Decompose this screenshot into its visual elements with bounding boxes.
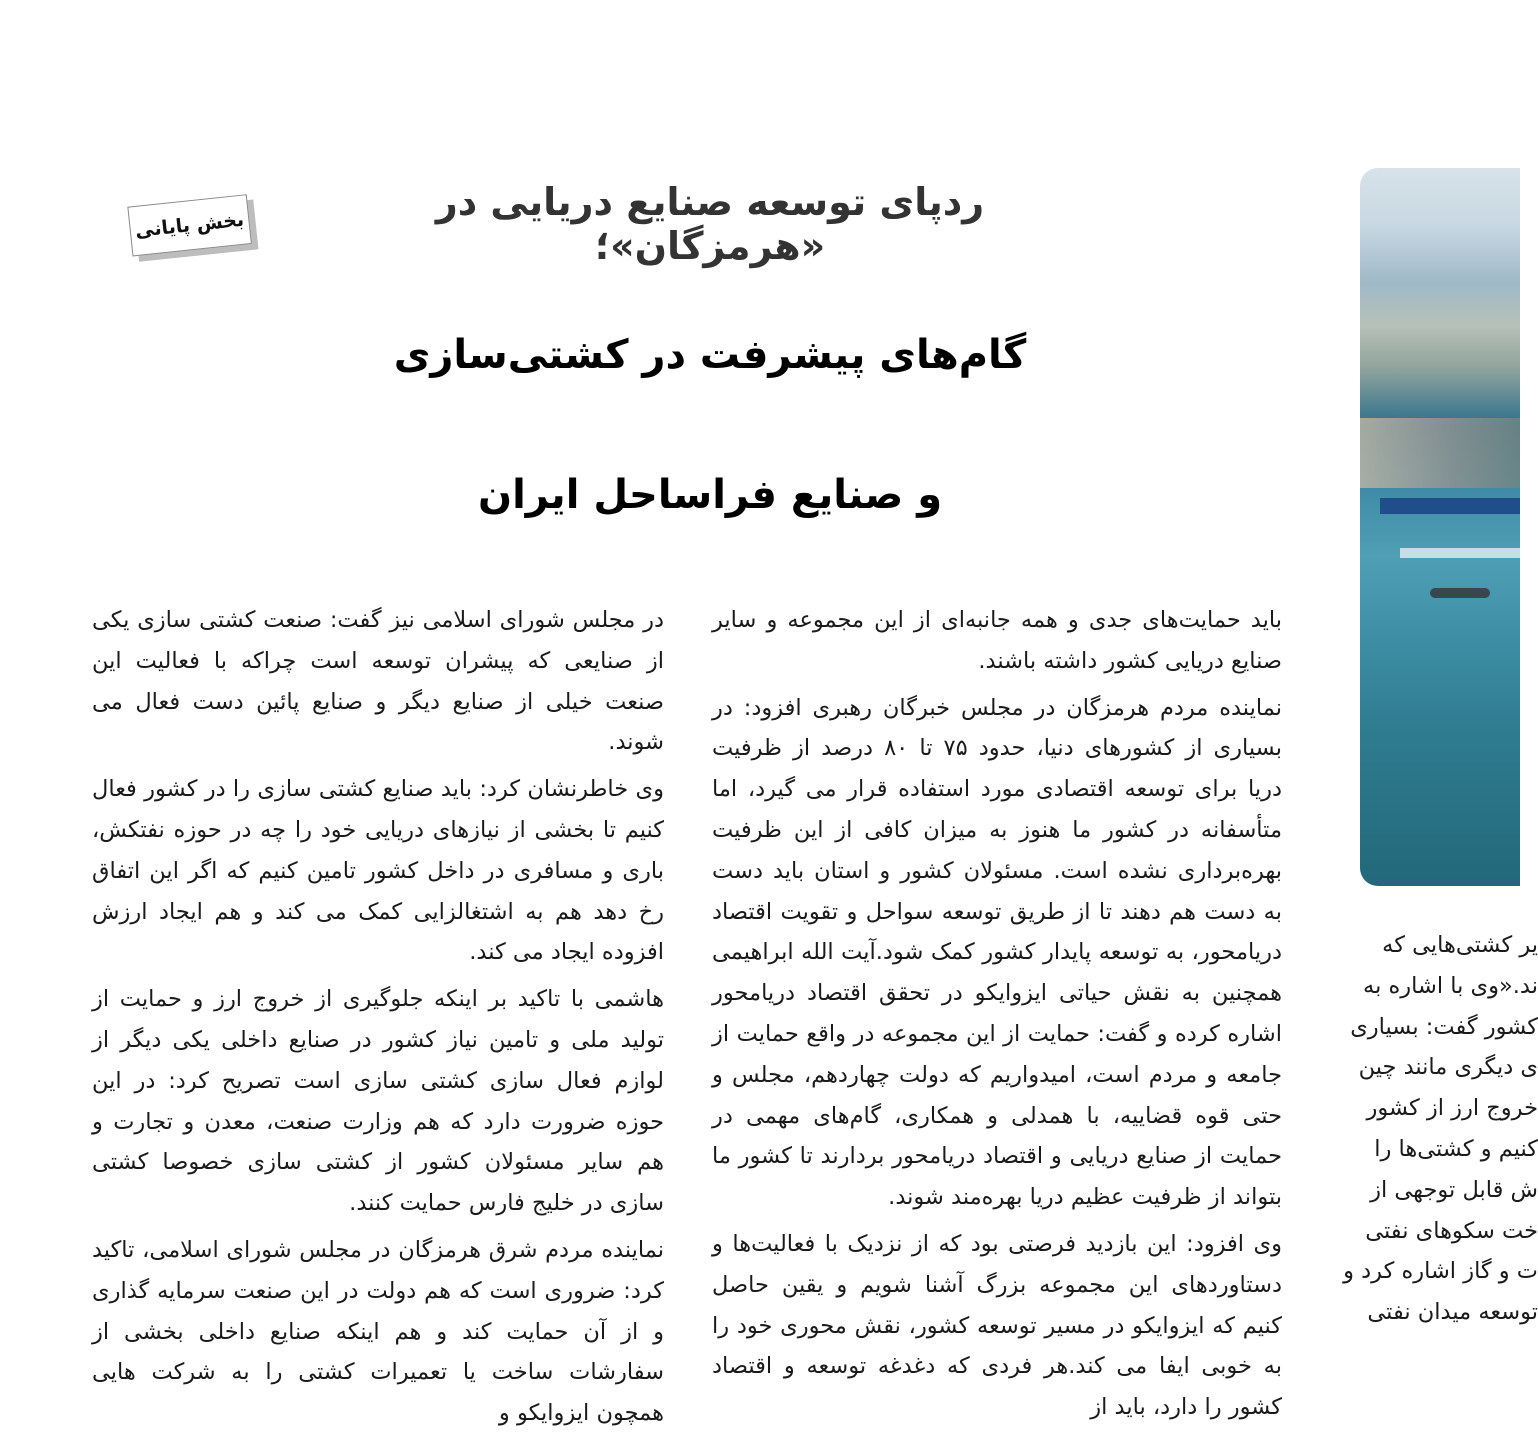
article-headline: [110, 280, 1310, 560]
text-line: کنیم و کشتی‌ها را: [1374, 1135, 1538, 1162]
photo-ship: [1430, 588, 1490, 598]
article-column-partial: [1318, 925, 1538, 1349]
text-line: یر کشتی‌هایی که: [1382, 932, 1538, 958]
headline-line-2: و صنایع فراساحل ایران: [477, 472, 943, 518]
paragraph: وی خاطرنشان کرد: باید صنایع کشتی سازی را در کشور فعال کنیم تا بخشی از نیازهای دریایی خود را چه در حوزه نفتکش، باری و مسافری در داخل کشور تامین کنیم که اگر این اتفاق رخ دهد هم به اشتغالزایی کمک می کند و هم ایجاد ارزش افزوده ایجاد می کند.: [92, 776, 664, 966]
photo-dock: [1380, 498, 1520, 514]
article-column-left: [92, 600, 664, 1427]
text-line: ت و گاز اشاره کرد و: [1343, 1258, 1538, 1285]
photo-shoreline: [1360, 418, 1520, 488]
text-line: خروج ارز از کشور: [1366, 1095, 1538, 1122]
photo-pier: [1400, 548, 1520, 558]
headline-line-1: گام‌های پیشرفت در کشتی‌سازی: [393, 332, 1027, 378]
paragraph: در مجلس شورای اسلامی نیز گفت: صنعت کشتی سازی یکی از صنایعی که پیشران توسعه است چراکه با فعالیت این صنعت خیلی از صنایع دیگر و صنایع پائین دست فعال می شوند.: [92, 607, 664, 756]
text-line: خت سکوهای نفتی: [1365, 1217, 1538, 1244]
paragraph: هاشمی با تاکید بر اینکه جلوگیری از خروج ارز و حمایت از تولید ملی و تامین نیاز کشور در صنایع داخلی یکی دیگر از لوازم فعال سازی کشتی سازی است تصریح کرد: در این حوزه ضرورت دارد که هم وزارت صنعت، معدن و تجارت و هم سایر مسئولان کشور از کشتی سازی خصوصا کشتی سازی در خلیج فارس حمایت کنند.: [92, 986, 664, 1217]
text-line: توسعه میدان نفتی: [1367, 1299, 1538, 1326]
text-line: ی دیگری مانند چین: [1358, 1054, 1538, 1081]
paragraph: باید حمایت‌های جدی و همه جانبه‌ای از این مجموعه و سایر صنایع دریایی کشور داشته باشند.: [712, 607, 1282, 674]
label-text: بخش پایانی: [127, 194, 252, 256]
text-line: ش قابل توجهی از: [1370, 1176, 1538, 1203]
paragraph: نماینده مردم شرق هرمزگان در مجلس شورای اسلامی، تاکید کرد: ضروری است که هم دولت در این صنعت سرمایه گذاری و از آن حمایت کند و هم اینکه صنایع داخلی بخشی از سفارشات ساخت یا تعمیرات کشتی را به شرکت هایی همچون ایزوایکو و: [92, 1236, 664, 1427]
harbor-photo: [1360, 168, 1520, 886]
article-column-right: [712, 600, 1283, 1421]
paragraph: نماینده مردم هرمزگان در مجلس خبرگان رهبری افزود: در بسیاری از کشورهای دنیا، حدود ۷۵ تا ۸۰ درصد از ظرفیت دریا برای توسعه اقتصادی مورد استفاده قرار می گیرد، اما متأسفانه در کشور ما هنوز به میزان کافی از این ظرفیت بهره‌برداری نشده است. مسئولان کشور و استان باید دست به دست هم دهند تا از طریق توسعه سواحل و تقویت اقتصاد دریامحور، به توسعه پایدار کشور کمک شود.آیت الله ابراهیمی همچنین به نقش حیاتی ایزوایکو در تحقق اقتصاد دریامحور اشاره کرده و گفت: حمایت از این مجموعه در واقع حمایت از جامعه و مردم است، امیدواریم که دولت چهاردهم، مجلس و حتی قوه قضاییه، با همدلی و همکاری، گام‌های مهمی در حمایت از صنایع دریایی و اقتصاد دریامحور بردارند تا کشور ما بتواند از ظرفیت عظیم دریا بهره‌مند شوند.: [712, 694, 1283, 1211]
paragraph: وی افزود: این بازدید فرصتی بود که از نزدیک با فعالیت‌ها و دستاوردهای این مجموعه بزرگ آشنا شویم و یقین حاصل کنیم که ایزوایکو در مسیر توسعه کشور، نقش محوری خود را به خوبی ایفا می کند.هر فردی که دغدغه توسعه و اقتصاد کشور را دارد، باید از: [712, 1230, 1282, 1421]
series-label: [127, 194, 258, 265]
text-line: ند.«وی با اشاره به: [1363, 972, 1538, 999]
text-line: کشور گفت: بسیاری: [1350, 1013, 1538, 1040]
article-kicker: ردپای توسعه صنایع دریایی در «هرمزگان»؛: [435, 180, 985, 268]
